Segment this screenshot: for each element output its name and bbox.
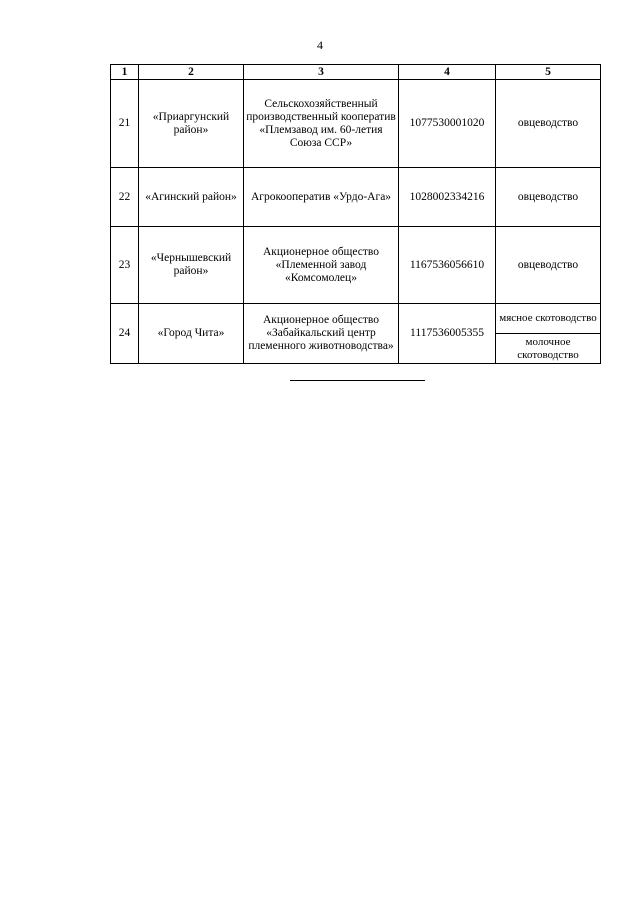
column-header-2: 2: [139, 65, 244, 80]
page-number: 4: [317, 38, 323, 52]
activity-cell: молочное скотоводство: [496, 334, 601, 364]
district-cell: «Агинский район»: [139, 168, 244, 227]
column-header-5: 5: [496, 65, 601, 80]
activity-cell: овцеводство: [496, 80, 601, 168]
organization-cell: Акционерное общество «Забайкальский центр племенного животноводства»: [244, 304, 399, 364]
district-cell: «Приаргунский район»: [139, 80, 244, 168]
breeding-organizations-table: [110, 64, 601, 364]
table-row: [111, 80, 601, 168]
table-row: [111, 168, 601, 227]
ogrn-cell: 1167536056610: [399, 227, 496, 304]
activity-cell: овцеводство: [496, 227, 601, 304]
column-header-4: 4: [399, 65, 496, 80]
ogrn-cell: 1077530001020: [399, 80, 496, 168]
table-row: [111, 227, 601, 304]
organization-cell: Сельскохозяйственный производственный кооператив «Племзавод им. 60-летия Союза ССР»: [244, 80, 399, 168]
organization-cell: Акционерное общество «Племенной завод «Комсомолец»: [244, 227, 399, 304]
activity-cell: овцеводство: [496, 168, 601, 227]
ogrn-cell: 1117536005355: [399, 304, 496, 364]
row-number: 24: [111, 304, 139, 364]
district-cell: «Чернышевский район»: [139, 227, 244, 304]
district-cell: «Город Чита»: [139, 304, 244, 364]
activity-cell: мясное скотоводство: [496, 304, 601, 334]
organization-cell: Агрокооператив «Урдо-Ага»: [244, 168, 399, 227]
row-number: 21: [111, 80, 139, 168]
row-number: 22: [111, 168, 139, 227]
column-header-3: 3: [244, 65, 399, 80]
column-header-1: 1: [111, 65, 139, 80]
table-header-row: [111, 65, 601, 80]
ogrn-cell: 1028002334216: [399, 168, 496, 227]
end-of-table-divider: [290, 380, 425, 381]
row-number: 23: [111, 227, 139, 304]
table-row: [111, 304, 601, 334]
